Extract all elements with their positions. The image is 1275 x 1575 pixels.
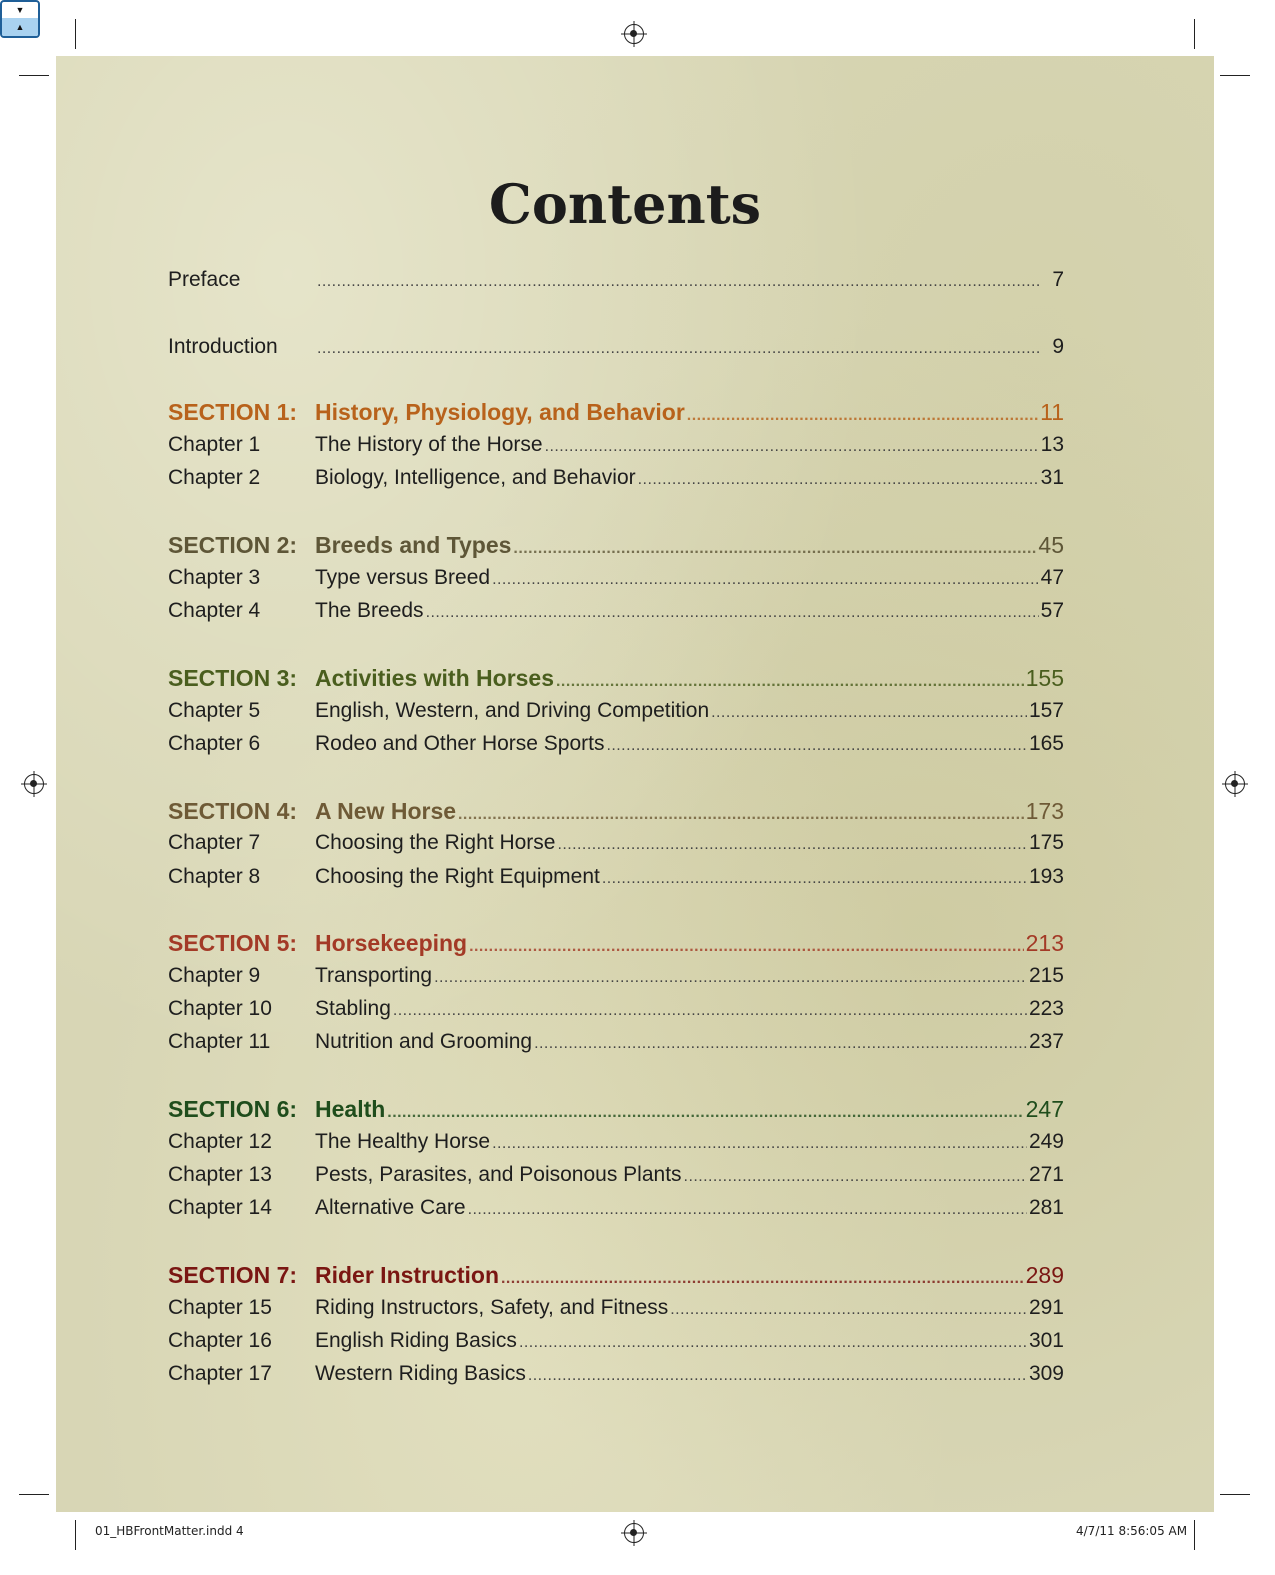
- toc-leader-dots: [602, 870, 1027, 888]
- toc-leader-dots: [670, 1301, 1027, 1319]
- registration-mark-icon: [1225, 774, 1245, 794]
- toc-page-number: 193: [1028, 865, 1064, 888]
- toc-label: SECTION 1:: [168, 399, 298, 425]
- toc-title: Choosing the Right Horse: [315, 831, 556, 854]
- chevron-up-icon[interactable]: ▲: [2, 18, 38, 36]
- toc-front-row: [168, 335, 1064, 365]
- toc-chapter-row: [168, 566, 1064, 596]
- toc-label: SECTION 3:: [168, 665, 298, 691]
- toc-chapter-row: [168, 1296, 1064, 1326]
- toc-title: Rider Instruction: [315, 1262, 500, 1288]
- toc-leader-dots: [434, 969, 1027, 987]
- toc-title: Rodeo and Other Horse Sports: [315, 732, 605, 755]
- toc-label: Introduction: [168, 335, 278, 358]
- toc-page-number: 9: [1052, 335, 1064, 358]
- toc-title: A New Horse: [315, 798, 457, 824]
- toc-label: Chapter 17: [168, 1362, 272, 1385]
- toc-title: History, Physiology, and Behavior: [315, 399, 685, 425]
- toc-title: English Riding Basics: [315, 1329, 517, 1352]
- toc-label: Chapter 5: [168, 699, 261, 722]
- crop-mark: [1220, 75, 1250, 76]
- toc-leader-dots: [638, 471, 1039, 489]
- toc-page-number: 291: [1028, 1296, 1064, 1319]
- page-navigator[interactable]: [0, 0, 40, 38]
- toc-section-row: [168, 798, 1064, 828]
- toc-section-row: [168, 399, 1064, 429]
- toc-section-row: [168, 532, 1064, 562]
- toc-leader-dots: [684, 1168, 1027, 1186]
- toc-leader-dots: [393, 1002, 1027, 1020]
- toc-page-number: 165: [1028, 732, 1064, 755]
- toc-leader-dots: [534, 1035, 1027, 1053]
- toc-chapter-row: [168, 997, 1064, 1027]
- toc-page-number: 301: [1028, 1329, 1064, 1352]
- crop-mark: [75, 19, 76, 49]
- toc-label: Chapter 16: [168, 1329, 272, 1352]
- toc-title: Activities with Horses: [315, 665, 555, 691]
- registration-mark-icon: [624, 24, 644, 44]
- footer-filename: 01_HBFrontMatter.indd 4: [95, 1524, 244, 1538]
- toc-label: Chapter 10: [168, 997, 272, 1020]
- toc-title: The Breeds: [315, 599, 424, 622]
- toc-leader-dots: [469, 938, 1024, 956]
- toc-chapter-row: [168, 1329, 1064, 1359]
- toc-page-number: 249: [1028, 1130, 1064, 1153]
- toc-label: Chapter 15: [168, 1296, 272, 1319]
- toc-leader-dots: [458, 806, 1024, 824]
- toc-label: SECTION 7:: [168, 1262, 298, 1288]
- toc-leader-dots: [557, 836, 1026, 854]
- toc-leader-dots: [317, 340, 1042, 358]
- toc-leader-dots: [501, 1270, 1024, 1288]
- toc-leader-dots: [545, 438, 1039, 456]
- toc-page-number: 309: [1028, 1362, 1064, 1385]
- toc-label: Chapter 12: [168, 1130, 272, 1153]
- toc-title: Horsekeeping: [315, 930, 468, 956]
- toc-page-number: 213: [1025, 930, 1064, 956]
- toc-page-number: 47: [1040, 566, 1064, 589]
- toc-page-number: 155: [1025, 665, 1064, 691]
- toc-page-number: 175: [1028, 831, 1064, 854]
- toc-label: SECTION 6:: [168, 1096, 298, 1122]
- toc-title: Pests, Parasites, and Poisonous Plants: [315, 1163, 682, 1186]
- toc-title: Type versus Breed: [315, 566, 491, 589]
- toc-section-row: [168, 1262, 1064, 1292]
- toc-label: Chapter 2: [168, 466, 261, 489]
- toc-title: Western Riding Basics: [315, 1362, 526, 1385]
- toc-chapter-row: [168, 865, 1064, 895]
- crop-mark: [19, 1494, 49, 1495]
- registration-mark-icon: [624, 1523, 644, 1543]
- toc-title: The History of the Horse: [315, 433, 543, 456]
- toc-leader-dots: [528, 1367, 1027, 1385]
- crop-mark: [1194, 1520, 1195, 1550]
- toc-label: Preface: [168, 268, 241, 291]
- toc-leader-dots: [513, 540, 1036, 558]
- toc-leader-dots: [387, 1104, 1023, 1122]
- toc-page-number: 173: [1025, 798, 1064, 824]
- toc-title: English, Western, and Driving Competition: [315, 699, 710, 722]
- toc-chapter-row: [168, 964, 1064, 994]
- toc-front-row: [168, 268, 1064, 298]
- toc-chapter-row: [168, 599, 1064, 629]
- toc-page-number: 157: [1028, 699, 1064, 722]
- toc-label: Chapter 8: [168, 865, 261, 888]
- toc-label: SECTION 5:: [168, 930, 298, 956]
- toc-leader-dots: [468, 1201, 1027, 1219]
- toc-label: Chapter 11: [168, 1030, 271, 1053]
- page-title: Contents: [488, 172, 762, 236]
- toc-chapter-row: [168, 1030, 1064, 1060]
- toc-label: Chapter 14: [168, 1196, 272, 1219]
- toc-chapter-row: [168, 831, 1064, 861]
- toc-label: Chapter 7: [168, 831, 261, 854]
- toc-label: SECTION 4:: [168, 798, 298, 824]
- toc-page-number: 271: [1028, 1163, 1064, 1186]
- toc-chapter-row: [168, 1362, 1064, 1392]
- toc-title: Transporting: [315, 964, 433, 987]
- toc-chapter-row: [168, 433, 1064, 463]
- toc-leader-dots: [556, 673, 1024, 691]
- toc-chapter-row: [168, 1163, 1064, 1193]
- toc-chapter-row: [168, 732, 1064, 762]
- crop-mark: [75, 1520, 76, 1550]
- toc-page-number: 31: [1040, 466, 1064, 489]
- toc-label: Chapter 9: [168, 964, 261, 987]
- crop-mark: [1194, 19, 1195, 49]
- toc-leader-dots: [711, 704, 1027, 722]
- toc-page-number: 289: [1025, 1262, 1064, 1288]
- toc-label: SECTION 2:: [168, 532, 298, 558]
- toc-title: Biology, Intelligence, and Behavior: [315, 466, 636, 489]
- toc-leader-dots: [492, 571, 1039, 589]
- toc-label: Chapter 13: [168, 1163, 272, 1186]
- toc-section-row: [168, 930, 1064, 960]
- toc-label: Chapter 6: [168, 732, 261, 755]
- toc-chapter-row: [168, 466, 1064, 496]
- toc-page-number: 247: [1025, 1096, 1064, 1122]
- toc-page-number: 215: [1028, 964, 1064, 987]
- toc-label: Chapter 3: [168, 566, 261, 589]
- toc-title: Stabling: [315, 997, 391, 1020]
- toc-section-row: [168, 665, 1064, 695]
- toc-leader-dots: [607, 737, 1027, 755]
- toc-page-number: 7: [1052, 268, 1064, 291]
- toc-title: Breeds and Types: [315, 532, 512, 558]
- chevron-down-icon[interactable]: ▼: [15, 5, 25, 15]
- toc-chapter-row: [168, 699, 1064, 729]
- footer-timestamp: 4/7/11 8:56:05 AM: [1076, 1524, 1188, 1538]
- registration-mark-icon: [24, 774, 44, 794]
- toc-leader-dots: [519, 1334, 1027, 1352]
- toc-label: Chapter 4: [168, 599, 261, 622]
- toc-section-row: [168, 1096, 1064, 1126]
- toc-title: Alternative Care: [315, 1196, 466, 1219]
- toc-page-number: 281: [1028, 1196, 1064, 1219]
- toc-leader-dots: [492, 1135, 1027, 1153]
- toc-page-number: 237: [1028, 1030, 1064, 1053]
- toc-page-number: 57: [1040, 599, 1064, 622]
- toc-label: Chapter 1: [168, 433, 261, 456]
- toc-page-number: 223: [1028, 997, 1064, 1020]
- toc-title: Nutrition and Grooming: [315, 1030, 533, 1053]
- toc-page-number: 11: [1040, 399, 1064, 425]
- toc-page-number: 13: [1040, 433, 1064, 456]
- crop-mark: [1220, 1494, 1250, 1495]
- toc-page-number: 45: [1038, 532, 1064, 558]
- crop-mark: [19, 75, 49, 76]
- toc-title: Riding Instructors, Safety, and Fitness: [315, 1296, 669, 1319]
- toc-leader-dots: [317, 273, 1042, 291]
- toc-title: Choosing the Right Equipment: [315, 865, 600, 888]
- toc-chapter-row: [168, 1130, 1064, 1160]
- toc-title: The Healthy Horse: [315, 1130, 491, 1153]
- toc-chapter-row: [168, 1196, 1064, 1226]
- toc-title: Health: [315, 1096, 386, 1122]
- toc-leader-dots: [687, 407, 1038, 425]
- toc-leader-dots: [426, 604, 1039, 622]
